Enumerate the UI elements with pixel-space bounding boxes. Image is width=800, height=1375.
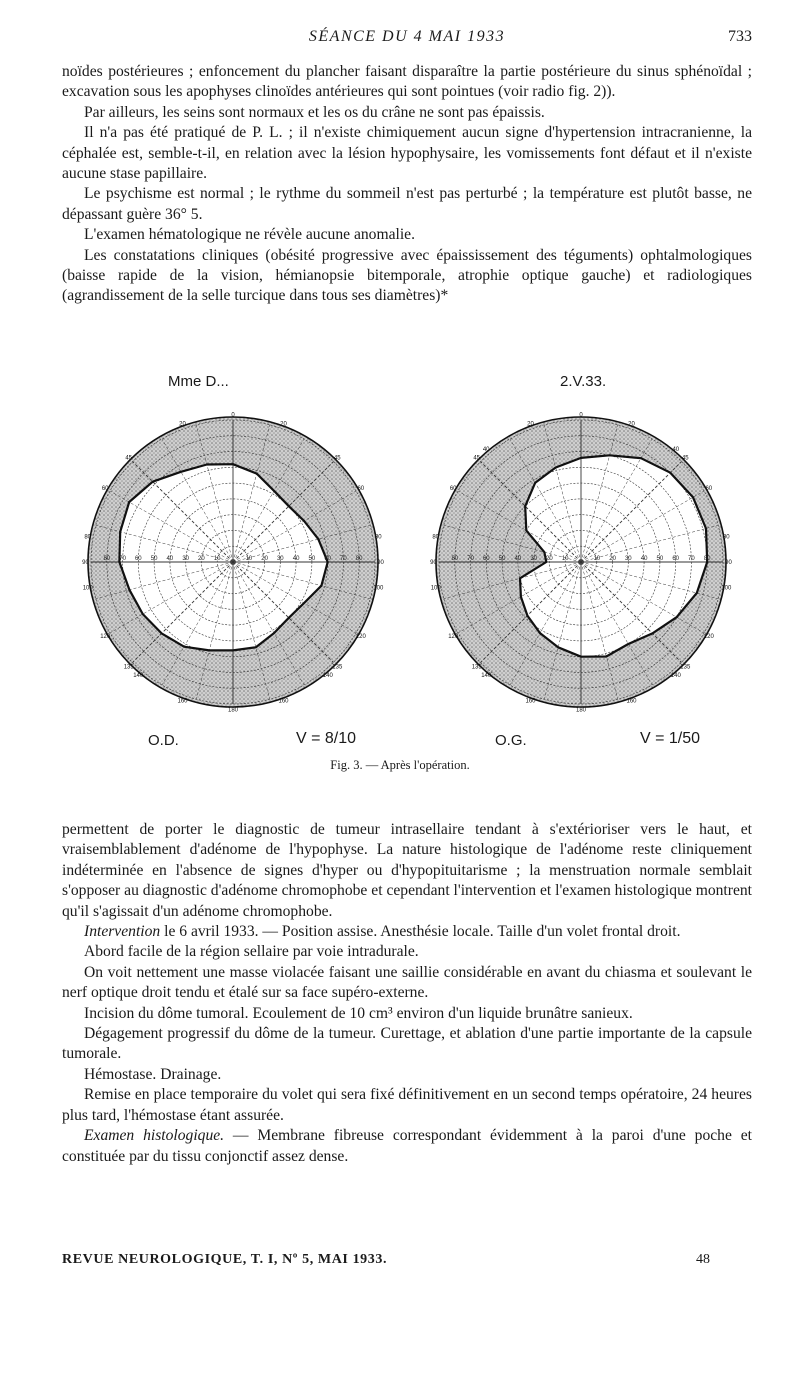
- meridian-label: 80: [84, 534, 92, 541]
- paragraph-text: Remise en place temporaire du volet qui sera fixé définitivement en un second temps opératoire, 24 heures plus tard, l'hémostase étant assurée.: [62, 1086, 752, 1124]
- meridian-label: 120: [100, 633, 111, 640]
- ring-label: 40: [166, 556, 174, 562]
- figure-3: [0, 360, 800, 780]
- ring-label: 80: [355, 556, 363, 562]
- meridian-label: 60: [101, 486, 109, 493]
- meridian-label: 120: [355, 633, 366, 640]
- ring-label: 70: [119, 556, 126, 562]
- sheet-number: 48: [696, 1252, 710, 1267]
- meridian-label: 100: [430, 585, 441, 592]
- meridian-label: 160: [278, 698, 289, 705]
- paragraph: [62, 820, 752, 922]
- paragraph: [62, 62, 752, 103]
- meridian-label: 120: [703, 633, 714, 640]
- meridian-label: 140: [133, 673, 144, 679]
- acuity-og: V = 1/50: [640, 730, 701, 747]
- meridian-label: 20: [179, 421, 186, 428]
- paragraph: [62, 246, 752, 307]
- ring-label: 50: [150, 556, 158, 562]
- paragraph: [62, 103, 752, 123]
- paragraph-text: Il n'a pas été pratiqué de P. L. ; il n'existe chimiquement aucun signe d'hypertension intracranienne, la céphalée est, semble-t-il, en relation avec la lésion hypophysaire, les vomissements font défaut et il n'existe aucune stase papillaire.: [62, 124, 752, 183]
- date-label: 2.V.33.: [560, 373, 607, 390]
- ring-label: 20: [546, 556, 553, 562]
- meridian-label: 100: [373, 585, 384, 592]
- paragraph: [62, 963, 752, 1004]
- meridian-label: 100: [721, 585, 732, 592]
- meridian-label: 80: [722, 534, 730, 541]
- paragraph-text: Hémostase. Drainage.: [84, 1065, 222, 1083]
- paragraph: [62, 225, 752, 245]
- eye-label-od: O.D.: [148, 732, 179, 749]
- ring-label: 30: [182, 556, 190, 562]
- meridian-label: 80: [432, 534, 440, 541]
- ring-label: 80: [703, 556, 711, 562]
- ring-label: 80: [451, 556, 459, 562]
- meridian-label: 20: [280, 421, 287, 428]
- paragraph-lead: Intervention: [84, 923, 161, 941]
- visual-field-chart-od: [83, 402, 383, 712]
- ring-label: 30: [624, 556, 632, 562]
- ring-label: 50: [656, 556, 664, 562]
- paragraph: [62, 1024, 752, 1065]
- paragraph: [62, 1065, 752, 1085]
- ring-label: 30: [530, 556, 538, 562]
- paragraph: [62, 1004, 752, 1024]
- ring-label: 70: [688, 556, 695, 562]
- paragraph-text: On voit nettement une masse violacée faisant une saillie considérable en avant du chiasma et soulevant le nerf optique droit tendu et étalé sur sa face supéro-externe.: [62, 963, 752, 1002]
- paragraph: [62, 1126, 752, 1167]
- ring-label: 50: [308, 556, 316, 562]
- figure-caption: Fig. 3. — Après l'opération.: [330, 758, 470, 772]
- meridian-label: 60: [449, 486, 457, 493]
- visual-field-chart-og: [431, 402, 731, 712]
- ring-label: 40: [640, 556, 648, 562]
- meridian-label: 140: [481, 673, 492, 679]
- ring-label: 20: [198, 556, 205, 562]
- meridian-label: 90: [82, 560, 89, 566]
- paragraph-text: le 6 avril 1933. — Position assise. Anesthésie locale. Taille d'un volet frontal droit.: [160, 923, 681, 941]
- bottom-text-block: [62, 820, 752, 1167]
- meridian-label: 45: [473, 455, 481, 462]
- paragraph: [62, 123, 752, 184]
- paragraph-text: permettent de porter le diagnostic de tumeur intrasellaire tendant à s'extérioriser vers le haut, et vraisemblablement d'adénome de l'hypophyse. La nature histologique de l'adénome reste cliniquement indéterminée en l'absence de signes d'hyper ou d'hypopituitarisme ; la menstruation normale semblait s'opposer au diagnostic d'adénome chromophobe et cependant l'intervention et l'examen histologique montrent qu'il s'agissait d'un adénome chromophobe.: [62, 821, 752, 920]
- meridian-label: 45: [125, 455, 133, 462]
- ring-label: 70: [467, 556, 474, 562]
- paragraph: [62, 922, 752, 942]
- meridian-label: 90: [377, 560, 384, 566]
- paragraph-text: Abord facile de la région sellaire par voie intradurale.: [84, 943, 419, 961]
- meridian-label: 180: [227, 707, 239, 714]
- ring-label: 60: [134, 556, 142, 562]
- meridian-label: 160: [525, 698, 536, 705]
- page-footer: [62, 1252, 752, 1272]
- journal-reference: REVUE NEUROLOGIQUE, T. I, Nº 5, MAI 1933.: [62, 1252, 388, 1267]
- paragraph: [62, 184, 752, 225]
- ring-label: 10: [593, 556, 601, 562]
- meridian-label: 20: [527, 421, 534, 428]
- meridian-label: 135: [471, 664, 482, 671]
- paragraph-text: L'examen hématologique ne révèle aucune anomalie.: [84, 226, 415, 244]
- ring-label: 60: [482, 556, 490, 562]
- meridian-label: 45: [681, 455, 689, 462]
- paragraph-text: — Membrane fibreuse correspondant évidemment à la paroi d'une poche et constituée par du tissu conjonctif assez dense.: [62, 1127, 752, 1165]
- meridian-label: 140: [322, 673, 333, 679]
- meridian-label: 135: [680, 664, 691, 671]
- paragraph: [62, 942, 752, 962]
- meridian-label: 40: [672, 447, 680, 453]
- ring-label: 60: [672, 556, 680, 562]
- ring-label: 30: [276, 556, 284, 562]
- ring-label: 20: [261, 556, 268, 562]
- meridian-label: 0: [579, 412, 583, 419]
- acuity-od: V = 8/10: [296, 730, 357, 747]
- paragraph-lead: Examen histologique.: [84, 1127, 225, 1145]
- meridian-label: 0: [231, 412, 235, 419]
- ring-label: 70: [340, 556, 347, 562]
- meridian-label: 100: [82, 585, 93, 592]
- meridian-label: 40: [482, 447, 490, 453]
- eye-label-og: O.G.: [495, 732, 527, 749]
- meridian-label: 80: [374, 534, 382, 541]
- page-number: 733: [728, 28, 752, 45]
- header-title: SÉANCE DU 4 MAI 1933: [308, 28, 506, 45]
- paragraph-text: Le psychisme est normal ; le rythme du sommeil n'est pas perturbé ; la température est plutôt basse, ne dépassant guère 36° 5.: [62, 185, 752, 223]
- meridian-label: 60: [357, 486, 365, 493]
- meridian-label: 135: [332, 664, 343, 671]
- meridian-label: 60: [705, 486, 713, 493]
- ring-label: 20: [609, 556, 616, 562]
- top-text-block: [62, 62, 752, 307]
- meridian-label: 135: [123, 664, 134, 671]
- meridian-label: 20: [628, 421, 635, 428]
- meridian-label: 160: [626, 698, 637, 705]
- paragraph-text: Les constatations cliniques (obésité progressive avec épaississement des téguments) ophtalmologiques (baisse rapide de la vision, hémianopsie bitemporale, atrophie optique gauche) et radiologiques (agrandissement de la selle turcique dans tous ses diamètres)*: [62, 246, 752, 305]
- ring-label: 80: [103, 556, 111, 562]
- paragraph-text: noïdes postérieures ; enfoncement du plancher faisant disparaître la partie postérieure du sinus sphénoïdal ; excavation sous les apophyses clinoïdes antérieures qui sont pointues (voir radio fig. 2)).: [62, 63, 752, 101]
- paragraph: [62, 1085, 752, 1126]
- meridian-label: 140: [670, 673, 681, 679]
- ring-label: 10: [561, 556, 569, 562]
- running-header: [62, 28, 752, 50]
- ring-label: 10: [213, 556, 221, 562]
- ring-label: 50: [498, 556, 506, 562]
- paragraph-text: Dégagement progressif du dôme de la tumeur. Curettage, et ablation d'une partie importante de la capsule tumorale.: [62, 1025, 752, 1063]
- ring-label: 40: [514, 556, 522, 562]
- meridian-label: 90: [430, 560, 437, 566]
- meridian-label: 90: [725, 560, 732, 566]
- meridian-label: 45: [333, 455, 341, 462]
- ring-label: 40: [292, 556, 300, 562]
- meridian-label: 120: [448, 633, 459, 640]
- ring-label: 10: [245, 556, 253, 562]
- patient-label: Mme D...: [168, 373, 229, 390]
- meridian-label: 160: [177, 698, 188, 705]
- meridian-label: 180: [575, 707, 587, 714]
- ring-label: 60: [324, 556, 332, 562]
- paragraph-text: Par ailleurs, les seins sont normaux et les os du crâne ne sont pas épaissis.: [84, 103, 545, 121]
- paragraph-text: Incision du dôme tumoral. Ecoulement de 10 cm³ environ d'un liquide brunâtre sanieux.: [84, 1004, 633, 1022]
